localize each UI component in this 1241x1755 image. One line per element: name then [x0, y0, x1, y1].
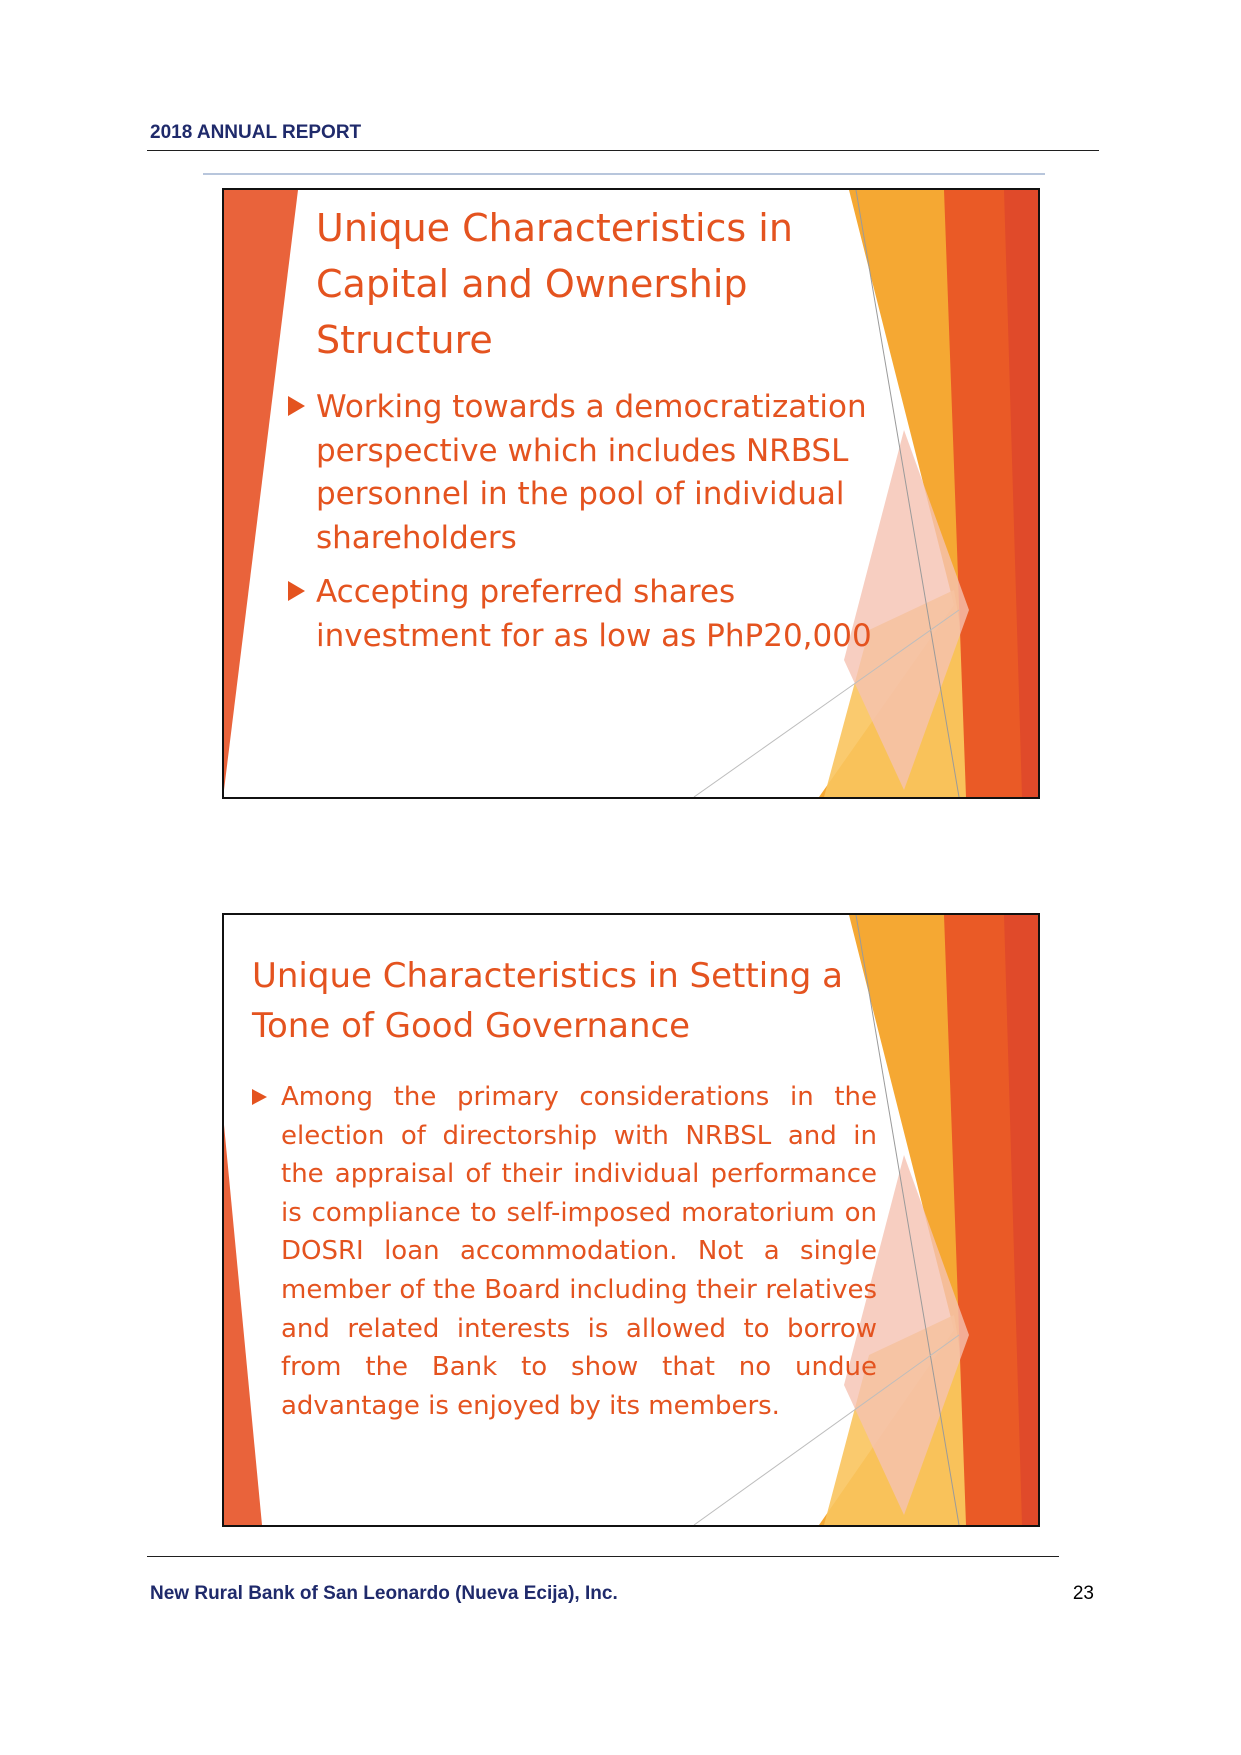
- slide-capital-ownership: [222, 188, 1040, 799]
- footer-company-name: New Rural Bank of San Leonardo (Nueva Ecija), Inc.: [150, 1583, 618, 1604]
- bullet-list: [316, 386, 876, 669]
- header-divider: [147, 150, 1099, 151]
- footer-divider: [147, 1556, 1059, 1557]
- bullet-list: [281, 1078, 877, 1425]
- report-header-title: 2018 ANNUAL REPORT: [150, 122, 362, 143]
- slide-title: Unique Characteristics in Capital and Ownership Structure: [316, 206, 793, 362]
- bullet-arrow-icon: [252, 1089, 267, 1105]
- bullet-text: Working towards a democratization perspective which includes NRBSL personnel in the pool of individual shareholders: [316, 389, 867, 556]
- bullet-arrow-icon: [288, 396, 305, 416]
- slide-good-governance: [222, 913, 1040, 1527]
- left-decor-band: [224, 190, 298, 790]
- bullet-text: Accepting preferred shares investment for as low as PhP20,000: [316, 574, 872, 654]
- page-number: 23: [1072, 1583, 1094, 1604]
- bullet-text: Among the primary considerations in the election of directorship with NRBSL and in the appraisal of their individual performance is compliance to self-imposed moratorium on DOSRI loan accommodation. Not a single member of the Board including their relatives and related interests is allowed to borrow from the Bank to show that no undue advantage is enjoyed by its members.: [281, 1082, 877, 1421]
- header-accent-divider: [203, 173, 1045, 175]
- slide-title: Unique Characteristics in Setting a Tone of Good Governance: [252, 956, 843, 1046]
- left-decor-band: [224, 1125, 262, 1525]
- bullet-item: [281, 1078, 877, 1425]
- bullet-item: [316, 571, 876, 658]
- bullet-item: [316, 386, 876, 560]
- bullet-arrow-icon: [288, 581, 305, 601]
